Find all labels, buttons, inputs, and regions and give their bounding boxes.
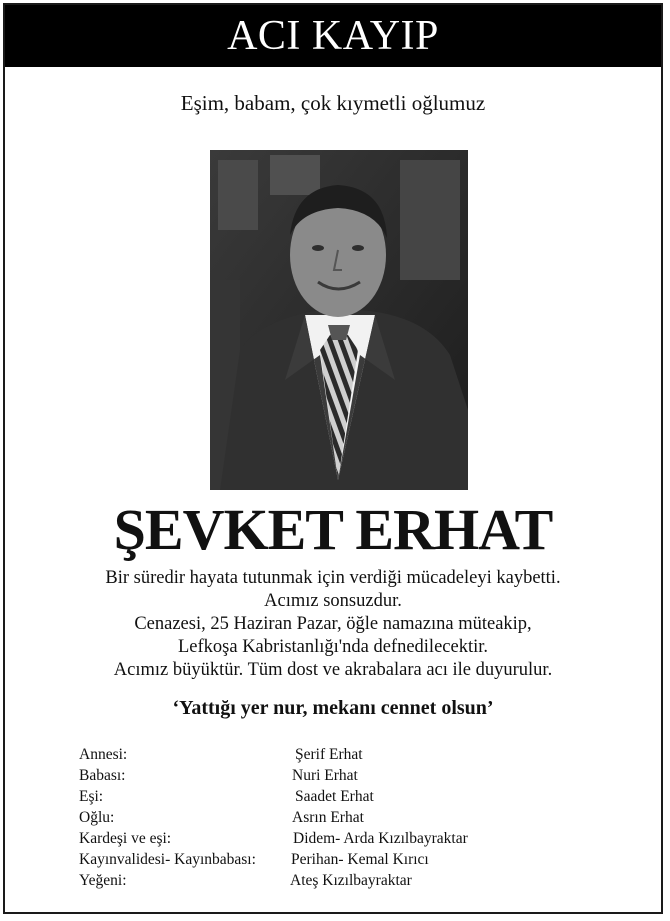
relative-label: Annesi: bbox=[79, 746, 128, 763]
portrait-image bbox=[210, 150, 468, 490]
relative-name: Saadet Erhat bbox=[295, 788, 374, 805]
relative-row bbox=[79, 870, 579, 891]
relative-name: Ateş Kızılbayraktar bbox=[290, 872, 412, 889]
announcement-line: Acımız büyüktür. Tüm dost ve akrabalara acı ile duyurulur. bbox=[113, 660, 553, 680]
relative-row bbox=[79, 807, 579, 828]
intro-line: Eşim, babam, çok kıymetli oğlumuz bbox=[180, 91, 486, 115]
relative-label: Yeğeni: bbox=[79, 872, 127, 889]
relative-row bbox=[79, 828, 579, 849]
deceased-name: ŞEVKET ERHAT bbox=[113, 497, 553, 562]
relative-name: Şerif Erhat bbox=[295, 746, 363, 763]
relative-name: Perihan- Kemal Kırıcı bbox=[291, 851, 429, 868]
relative-label: Kayınvalidesi- Kayınbabası: bbox=[79, 851, 256, 868]
relative-label: Eşi: bbox=[79, 788, 104, 805]
announcement-line: Lefkoşa Kabristanlığı'nda defnedilecektir. bbox=[177, 637, 488, 657]
relative-name: Asrın Erhat bbox=[292, 809, 364, 826]
header-banner bbox=[5, 5, 661, 67]
relative-label: Babası: bbox=[79, 767, 126, 784]
relative-name: Didem- Arda Kızılbayraktar bbox=[293, 830, 468, 847]
announcement-text bbox=[5, 567, 661, 682]
relative-name: Nuri Erhat bbox=[292, 767, 358, 784]
obituary-notice bbox=[3, 3, 663, 914]
announcement-line: Bir süredir hayata tutunmak için verdiği mücadeleyi kaybetti. bbox=[105, 568, 561, 588]
relative-row bbox=[79, 849, 579, 870]
relative-row bbox=[79, 744, 579, 765]
portrait-photo bbox=[210, 150, 468, 490]
relatives-list bbox=[79, 744, 579, 891]
memorial-quote: ‘Yattığı yer nur, mekanı cennet olsun’ bbox=[172, 697, 494, 719]
relative-row bbox=[79, 786, 579, 807]
relative-label: Kardeşi ve eşi: bbox=[79, 830, 172, 847]
announcement-line: Acımız sonsuzdur. bbox=[264, 591, 402, 611]
header-title: ACI KAYIP bbox=[227, 13, 439, 59]
announcement-line: Cenazesi, 25 Haziran Pazar, öğle namazına müteakip, bbox=[134, 614, 532, 634]
relative-row bbox=[79, 765, 579, 786]
relative-label: Oğlu: bbox=[79, 809, 115, 826]
